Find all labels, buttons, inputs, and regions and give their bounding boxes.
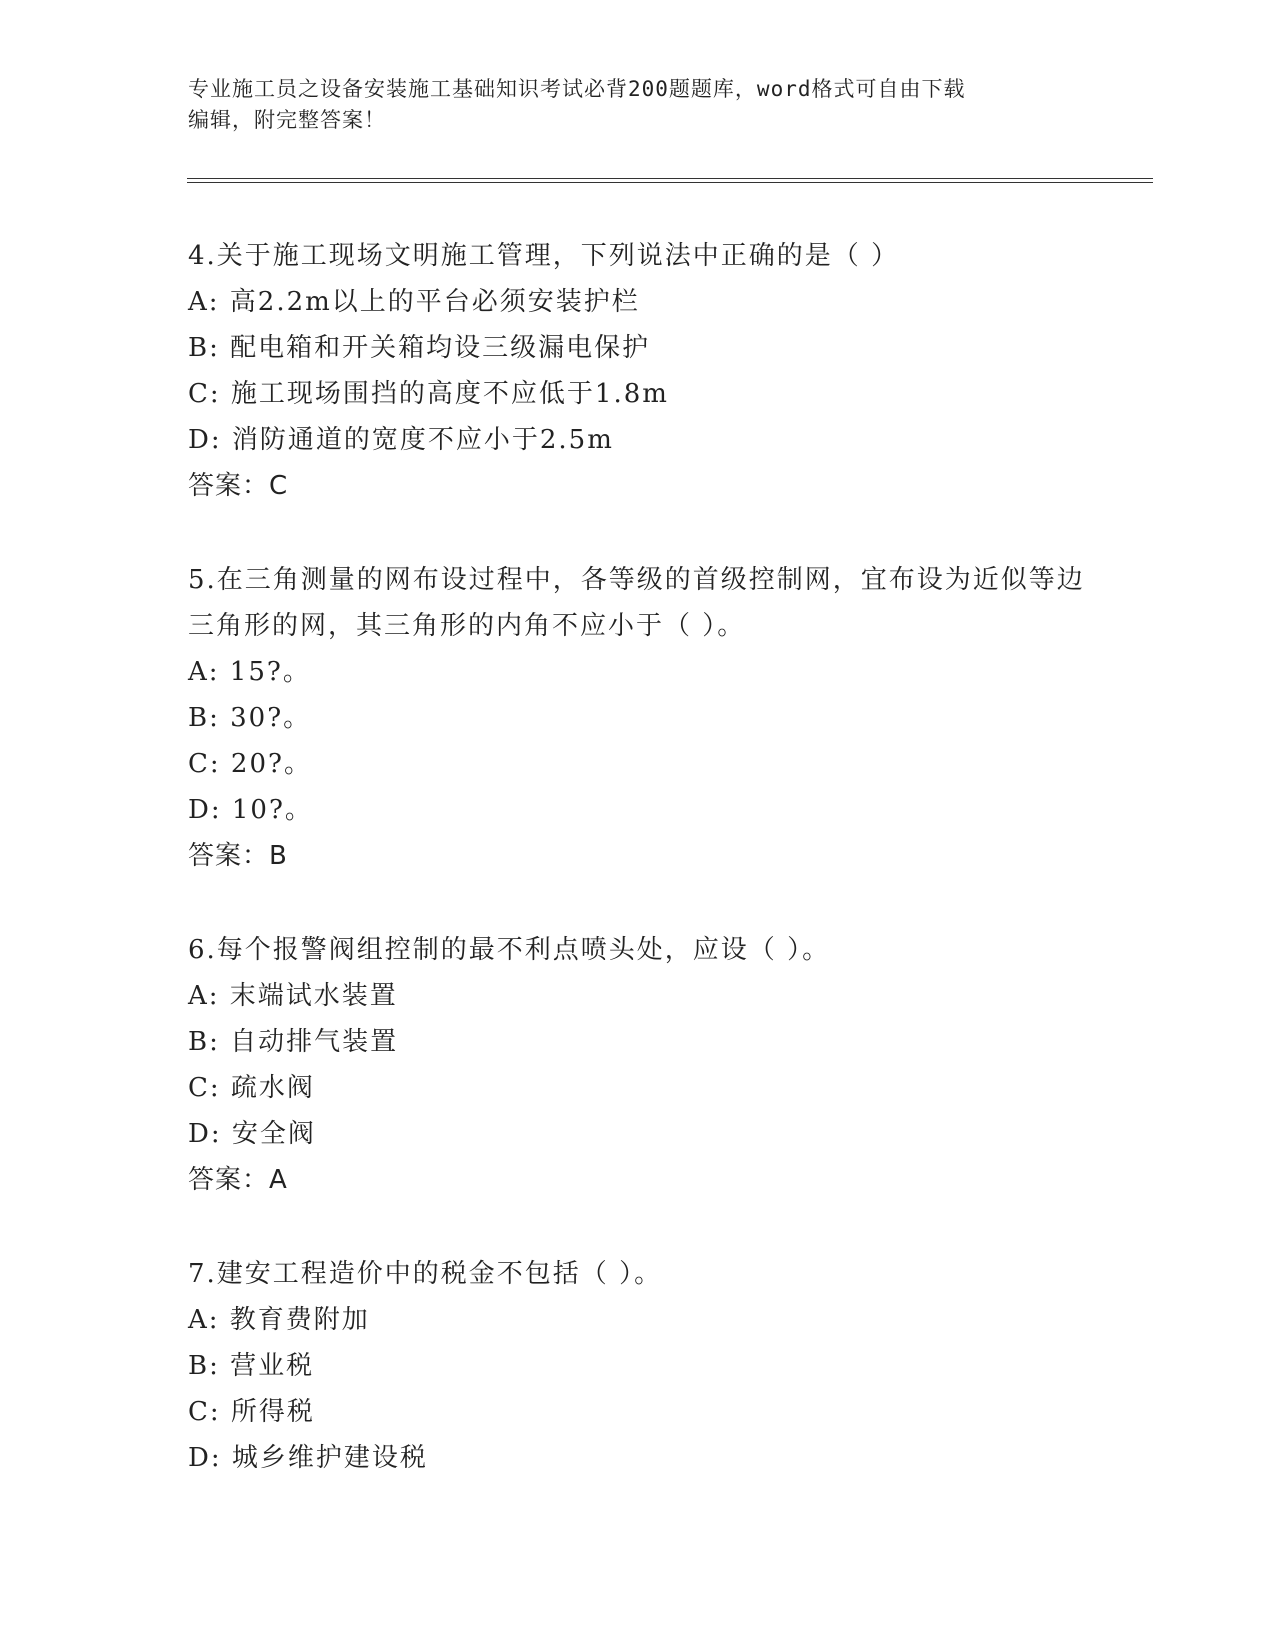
option-c: C: 疏水阀 (188, 1073, 315, 1103)
option-a: A: 高2.2m以上的平台必须安装护栏 (188, 287, 640, 317)
option-c: C: 所得税 (188, 1397, 315, 1427)
option-b: B: 30?。 (188, 703, 312, 733)
question-stem: 7.建安工程造价中的税金不包括（ ）。 (188, 1259, 663, 1289)
question-list (188, 233, 1088, 1529)
answer-line: 答案：A (188, 1165, 288, 1195)
answer-line: 答案：C (188, 471, 289, 501)
header-divider-bottom (187, 182, 1153, 183)
option-c: C: 20?。 (188, 749, 312, 779)
header-line-1: 专业施工员之设备安装施工基础知识考试必背200题题库，word格式可自由下载 (188, 77, 966, 101)
question-7 (188, 1251, 1088, 1481)
question-stem: 4.关于施工现场文明施工管理，下列说法中正确的是（ ） (188, 241, 900, 271)
option-d: D: 消防通道的宽度不应小于2.5m (188, 425, 614, 455)
option-a: A: 教育费附加 (188, 1305, 370, 1335)
header-divider-top (187, 178, 1153, 179)
option-b: B: 配电箱和开关箱均设三级漏电保护 (188, 333, 651, 363)
option-d: D: 10?。 (188, 795, 313, 825)
option-c: C: 施工现场围挡的高度不应低于1.8m (188, 379, 669, 409)
option-b: B: 营业税 (188, 1351, 315, 1381)
question-6 (188, 927, 1088, 1203)
option-a: A: 末端试水装置 (188, 981, 398, 1011)
option-a: A: 15?。 (188, 657, 311, 687)
question-5 (188, 557, 1088, 879)
option-b: B: 自动排气装置 (188, 1027, 399, 1057)
document-header (188, 74, 1088, 136)
header-line-2: 编辑，附完整答案！ (188, 108, 386, 132)
option-d: D: 城乡维护建设税 (188, 1443, 428, 1473)
question-stem: 5.在三角测量的网布设过程中，各等级的首级控制网，宜布设为近似等边三角形的网，其三角形的内角不应小于（ ）。 (188, 565, 1085, 641)
question-stem: 6.每个报警阀组控制的最不利点喷头处，应设（ ）。 (188, 935, 831, 965)
question-4 (188, 233, 1088, 509)
answer-line: 答案：B (188, 841, 288, 871)
option-d: D: 安全阀 (188, 1119, 316, 1149)
